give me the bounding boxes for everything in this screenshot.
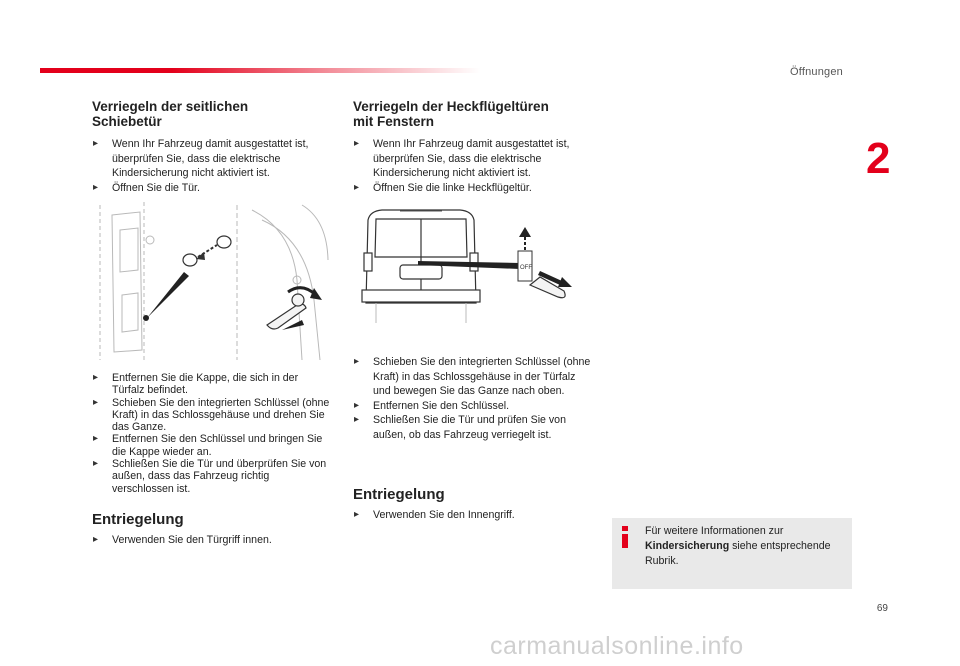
- list-item: ▸ Wenn Ihr Fahrzeug damit ausgestattet ist, überprüfen Sie, dass die elektrische Kindersicherung nicht aktiviert ist.: [353, 137, 593, 181]
- info-text-before: Für weitere Informationen zur: [645, 525, 784, 537]
- right-unlock-list: [353, 508, 593, 522]
- right-steps-list: [353, 355, 593, 443]
- list-item: ▸ Öffnen Sie die Tür.: [92, 181, 332, 196]
- header-accent-bar: [40, 68, 480, 73]
- right-unlock-heading: Entriegelung: [353, 486, 445, 503]
- list-item: ▸ Entfernen Sie den Schlüssel und bringen Sie die Kappe wieder an.: [92, 433, 332, 458]
- right-heading-line-1: Verriegeln der Heckflügeltüren: [353, 99, 549, 114]
- list-item: ▸ Schieben Sie den integrierten Schlüssel (ohne Kraft) in das Schlossgehäuse in der Türfalz und bewegen Sie das Ganze nach oben.: [353, 355, 593, 399]
- list-item: ▸ Schließen Sie die Tür und überprüfen Sie von außen, dass das Fahrzeug richtig verschlossen ist.: [92, 458, 332, 495]
- off-label: OFF: [520, 265, 532, 271]
- right-intro-list: [353, 137, 593, 195]
- list-item: ▸ Entfernen Sie den Schlüssel.: [353, 399, 593, 414]
- list-item: ▸ Öffnen Sie die linke Heckflügeltür.: [353, 181, 593, 196]
- list-item: ▸ Schließen Sie die Tür und prüfen Sie von außen, ob das Fahrzeug verriegelt ist.: [353, 413, 593, 442]
- info-text-after: siehe entsprechende Rubrik.: [645, 540, 831, 567]
- rear-doors-illustration: [350, 205, 590, 325]
- info-text: [645, 524, 850, 569]
- sliding-door-lock-illustration: [92, 200, 332, 365]
- list-item: ▸ Wenn Ihr Fahrzeug damit ausgestattet ist, überprüfen Sie, dass die elektrische Kindersicherung nicht aktiviert ist.: [92, 137, 332, 181]
- left-unlock-list: [92, 533, 332, 547]
- left-heading-line-1: Verriegeln der seitlichen: [92, 99, 249, 114]
- page-number: 69: [876, 603, 888, 614]
- left-unlock-heading: Entriegelung: [92, 511, 184, 528]
- info-text-bold: Kindersicherung: [645, 540, 730, 552]
- left-steps-list: [92, 372, 332, 495]
- left-heading-line-2: Schiebetür: [92, 114, 162, 129]
- section-title: Öffnungen: [790, 66, 843, 78]
- right-heading-line-2: mit Fenstern: [353, 114, 435, 129]
- chapter-number: 2: [866, 134, 891, 183]
- right-heading: [353, 99, 613, 129]
- watermark: carmanualsonline.info: [490, 632, 744, 660]
- list-item: ▸ Verwenden Sie den Innengriff.: [353, 508, 593, 522]
- left-heading: [92, 99, 332, 129]
- left-intro-list: [92, 137, 332, 195]
- info-icon: [618, 526, 632, 548]
- list-item: ▸ Entfernen Sie die Kappe, die sich in der Türfalz befindet.: [92, 372, 332, 397]
- list-item: ▸ Verwenden Sie den Türgriff innen.: [92, 533, 332, 547]
- list-item: ▸ Schieben Sie den integrierten Schlüssel (ohne Kraft) in das Schlossgehäuse und drehen Sie das Ganze.: [92, 397, 332, 434]
